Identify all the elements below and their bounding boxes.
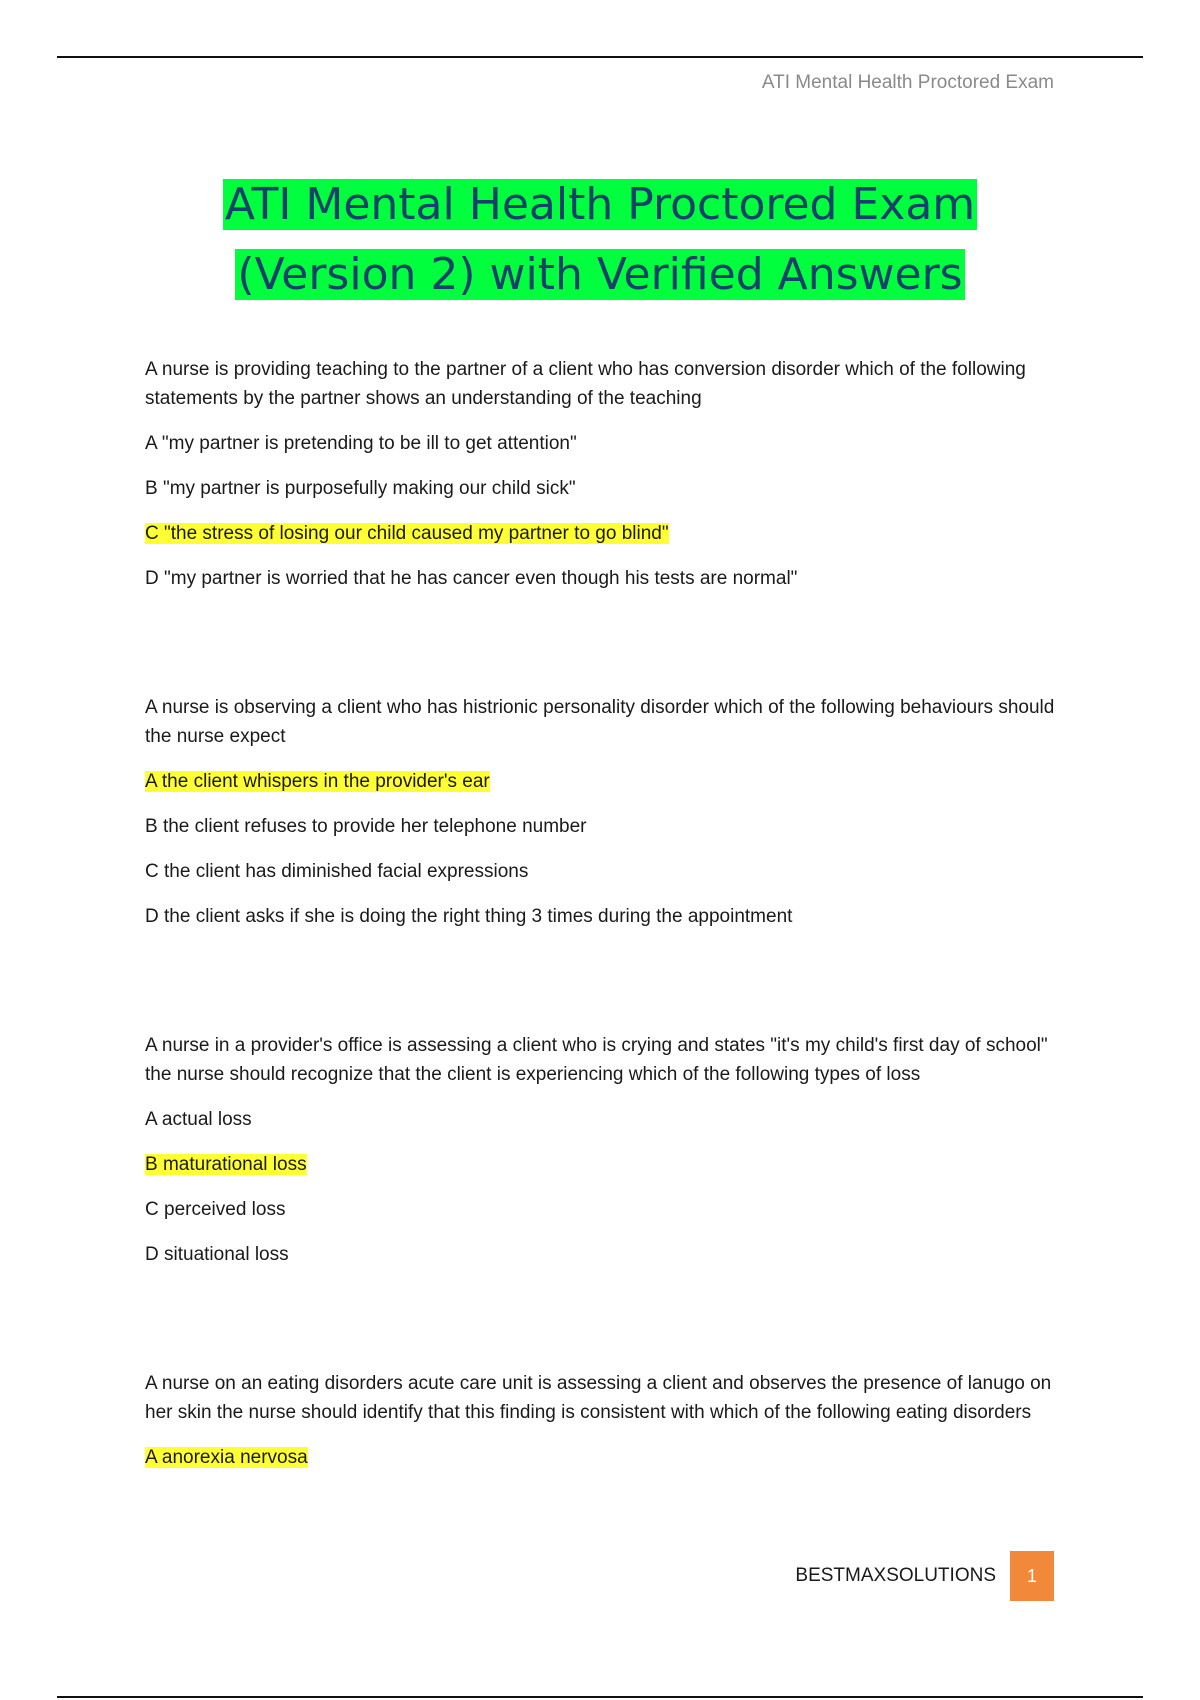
answer-option	[145, 564, 1065, 593]
answer-option	[145, 474, 1065, 503]
correct-answer-option	[145, 1443, 1065, 1472]
answer-option-text: A actual loss	[145, 1109, 252, 1130]
answer-option-text: A anorexia nervosa	[145, 1447, 308, 1468]
answer-option-text: D situational loss	[145, 1244, 289, 1265]
question-list	[145, 355, 1065, 1488]
answer-option	[145, 902, 1065, 931]
answer-option-text: B maturational loss	[145, 1154, 307, 1175]
question-text: A nurse is observing a client who has histrionic personality disorder which of the following behaviours should the nurse expect	[145, 697, 1055, 747]
answer-option-text: C perceived loss	[145, 1199, 286, 1220]
title-line-1	[0, 170, 1200, 240]
answer-option	[145, 1195, 1065, 1224]
answer-option-text: C "the stress of losing our child caused my partner to go blind"	[145, 523, 669, 544]
question-text: A nurse is providing teaching to the partner of a client who has conversion disorder which of the following statements by the partner shows an understanding of the teaching	[145, 359, 1026, 409]
answer-option-text: D "my partner is worried that he has cancer even though his tests are normal"	[145, 568, 798, 589]
question-block-3	[145, 1031, 1065, 1269]
question-block-1	[145, 355, 1065, 593]
answer-option	[145, 1105, 1065, 1134]
document-title	[0, 170, 1200, 310]
top-rule	[57, 56, 1143, 58]
answer-option-text: C the client has diminished facial expressions	[145, 861, 529, 882]
answer-option	[145, 429, 1065, 458]
correct-answer-option	[145, 519, 1065, 548]
answer-option-text: B "my partner is purposefully making our child sick"	[145, 478, 576, 499]
page-number-badge: 1	[1010, 1551, 1054, 1601]
correct-answer-option	[145, 767, 1065, 796]
running-header: ATI Mental Health Proctored Exam	[761, 72, 1054, 93]
answer-option-text: A the client whispers in the provider's ear	[145, 771, 490, 792]
title-line-2-text: (Version 2) with Verified Answers	[237, 249, 963, 300]
page-footer	[795, 1551, 1054, 1601]
question-block-4	[145, 1369, 1065, 1472]
answer-option-text: A "my partner is pretending to be ill to get attention"	[145, 433, 577, 454]
question-text: A nurse in a provider's office is assessing a client who is crying and states "it's my child's first day of school" the nurse should recognize that the client is experiencing which of the following types of loss	[145, 1035, 1048, 1085]
title-line-2	[0, 240, 1200, 310]
correct-answer-option	[145, 1150, 1065, 1179]
answer-option-text: B the client refuses to provide her telephone number	[145, 816, 587, 837]
answer-option	[145, 1240, 1065, 1269]
answer-option	[145, 857, 1065, 886]
answer-option	[145, 812, 1065, 841]
question-block-2	[145, 693, 1065, 931]
question-text: A nurse on an eating disorders acute care unit is assessing a client and observes the presence of lanugo on her skin the nurse should identify that this finding is consistent with which of the following eating disorders	[145, 1373, 1052, 1423]
bottom-rule	[57, 1696, 1143, 1698]
footer-brand: BESTMAXSOLUTIONS	[795, 1565, 996, 1586]
title-line-1-text: ATI Mental Health Proctored Exam	[224, 179, 976, 230]
answer-option-text: D the client asks if she is doing the right thing 3 times during the appointment	[145, 906, 793, 927]
